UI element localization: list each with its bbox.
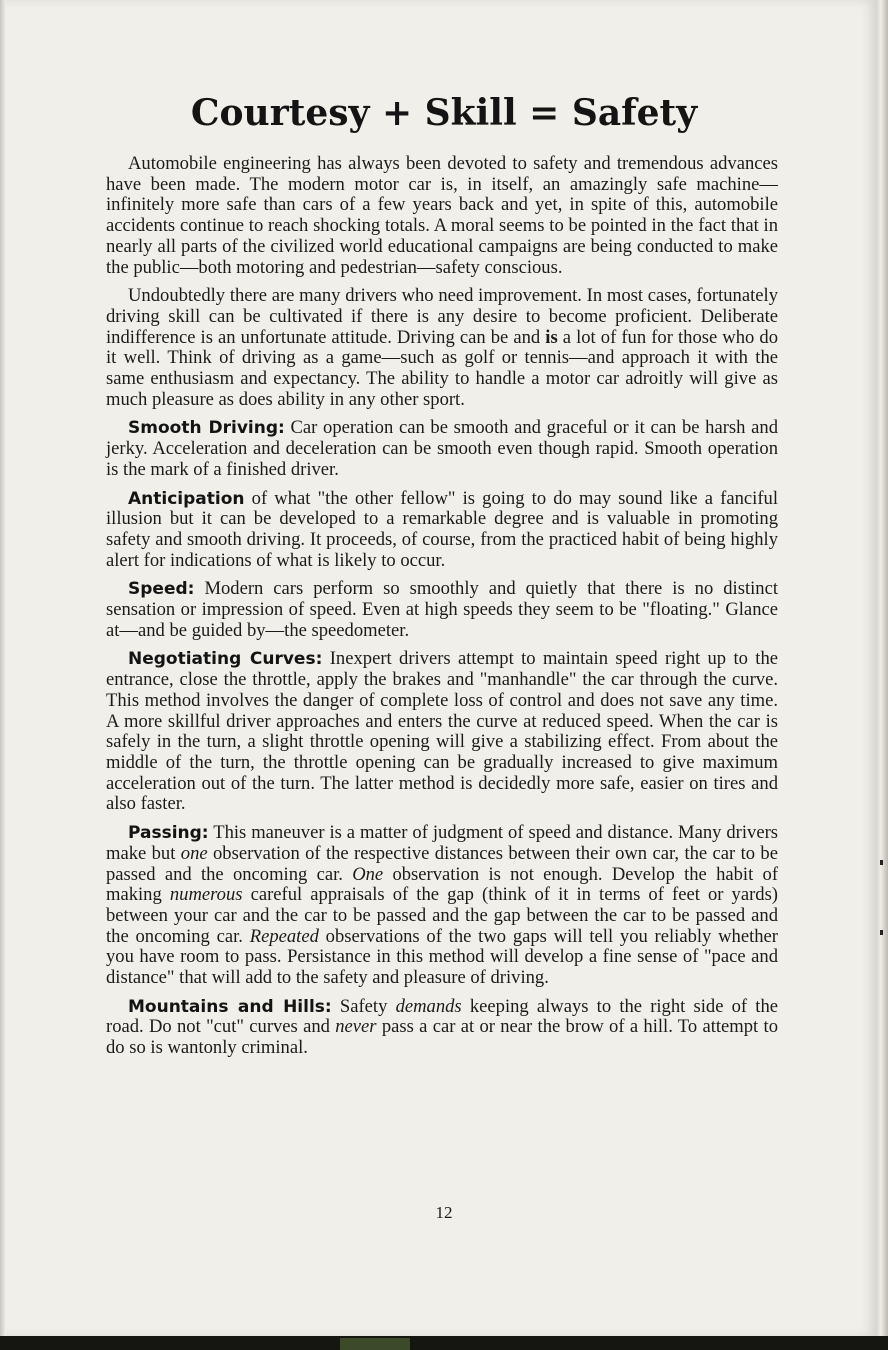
text-run: careful appraisals of the gap (think of it in terms of feet or yards) between your car and the car to be passed and the gap between the car to be passed and the oncoming car. — [106, 884, 778, 947]
page-title: Courtesy + Skill = Safety — [190, 92, 698, 134]
emphasis-italic: demands — [395, 995, 462, 1017]
scan-bottom-band — [0, 1336, 888, 1350]
emphasis-italic: Repeated — [249, 925, 319, 947]
section-smooth-driving — [106, 418, 778, 480]
page-right-edge — [876, 0, 888, 1336]
page-left-edge — [0, 0, 6, 1336]
emphasis-italic: numerous — [169, 884, 243, 906]
section-text: Modern cars perform so smoothly and quietly that there is no distinct sensation or impression of speed. Even at high speeds they seem to be "floating." Glance at—and be guided by—the speedometer. — [106, 578, 778, 641]
section-negotiating-curves — [106, 649, 778, 815]
text-run: pass a car at or near the brow of a hill. To attempt to do so is wantonly criminal. — [106, 1016, 778, 1059]
section-heading: Anticipation — [128, 488, 245, 509]
page-number: 12 — [435, 1203, 453, 1222]
text-run: Undoubtedly there are many drivers who need improvement. In most cases, fortunately driving skill can be cultivated if there is any desire to become proficient. Deliberate indifference is an unfortunate attitude. Driving can be and — [106, 285, 778, 348]
scan-green-mark — [340, 1338, 410, 1350]
section-mountains-hills — [106, 997, 778, 1059]
edge-mark — [880, 930, 883, 935]
section-heading: Negotiating Curves: — [128, 649, 323, 670]
emphasis-bold: is — [545, 326, 558, 348]
text-run: observation is not enough. Develop the habit of making — [106, 863, 779, 906]
paragraph-intro: Automobile engineering has always been devoted to safety and tremendous advances have been made. The modern motor car is, in itself, an amazingly safe machine—infinitely more safe than cars of a few years back and yet, in spite of this, automobile accidents continue to reach shocking totals. A moral seems to be pointed in the fact that in nearly all parts of the civilized world educational campaigns are being conducted to make the public—both motoring and pedestrian—safety conscious. — [106, 153, 778, 278]
text-run: a lot of fun for those who do it well. Think of driving as a game—such as golf or tennis—and approach it with the same enthusiasm and expectancy. The ability to handle a motor car adroitly will give as much pleasure as does ability in any other sport. — [106, 326, 779, 410]
article-body — [106, 154, 778, 1067]
section-heading: Mountains and Hills: — [128, 996, 332, 1017]
text-run: observations of the two gaps will tell you reliably whether you have room to pass. Persistance in this method will develop a fine sense of "pace and distance" that will add to the safety and pleasure of driving. — [106, 925, 778, 989]
section-speed — [106, 579, 778, 641]
paragraph-improvement — [106, 286, 778, 410]
text-run: Safety — [331, 995, 396, 1017]
emphasis-italic: One — [352, 863, 384, 885]
section-text: Inexpert drivers attempt to maintain speed right up to the entrance, close the throttle, apply the brakes and "manhandle" the car through the curve. This method involves the danger of complete loss of control and does not save any time. A more skillful driver approaches and enters the curve at reduced speed. When the car is safely in the turn, a slight throttle opening will give a stabilizing effect. From about the middle of the turn, the throttle opening can be gradually increased to give maximum acceleration out of the turn. The latter method is decidedly more safe, easier on tires and also faster. — [106, 648, 778, 815]
emphasis-italic: one — [180, 842, 208, 864]
section-heading: Speed: — [128, 579, 195, 600]
section-heading: Smooth Driving: — [128, 418, 285, 439]
section-heading: Passing: — [128, 823, 209, 844]
text-run: keeping always to the right side of the road. Do not "cut" curves and — [106, 995, 778, 1038]
section-passing — [106, 823, 778, 989]
section-anticipation — [106, 489, 778, 572]
section-text: Car operation can be smooth and graceful or it can be harsh and jerky. Acceleration and deceleration can be smooth even though rapid. Smooth operation is the mark of a finished driver. — [106, 417, 778, 480]
section-text: of what "the other fellow" is going to do may sound like a fanciful illusion but it can be developed to a remarkable degree and is valuable in promoting safety and smooth driving. It proceeds, of course, from the practiced habit of being highly alert for indications of what is likely to occur. — [106, 487, 778, 571]
text-run: observation of the respective distances between their own car, the car to be passed and the oncoming car. — [106, 842, 778, 885]
edge-mark — [880, 860, 883, 865]
text-run: This maneuver is a matter of judgment of speed and distance. Many drivers make but — [106, 822, 778, 864]
emphasis-italic: never — [335, 1016, 377, 1038]
